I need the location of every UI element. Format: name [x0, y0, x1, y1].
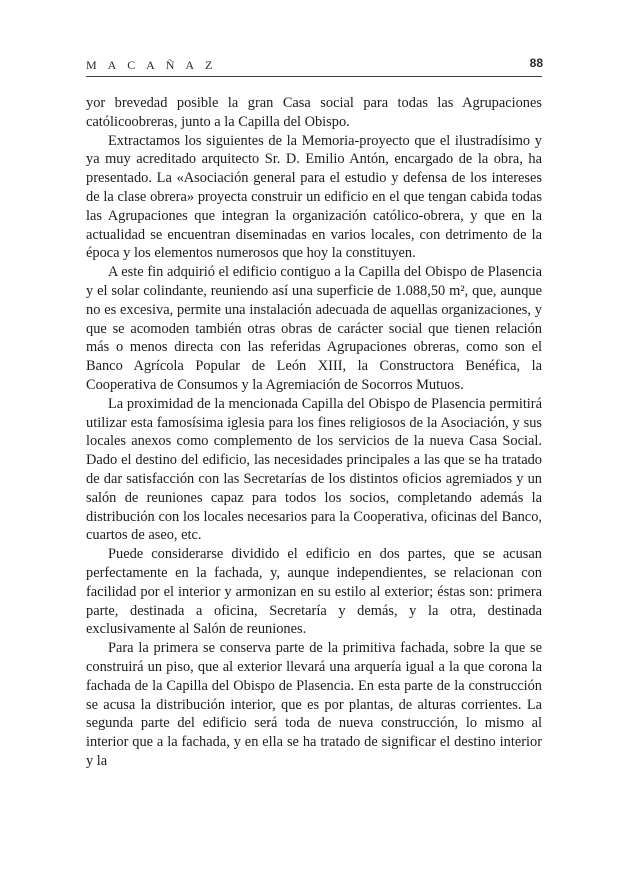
paragraph-proximidad-capilla: La proximidad de la mencionada Capilla del Obispo de Plasencia permitirá utilizar esta famosísima iglesia para los fines religiosos de la Asociación, y sus locales anexos como complemento de los servicios de la nueva Casa Social. Dado el destino del edificio, las necesidades principales a las que se ha tratado de dar satisfacción con las Secretarías de los distintos oficios agremiados y un salón de reuniones capaz para todos los socios, completando además la distribución con los locales necesarios para la Cooperativa, oficinas del Banco, cuartos de aseo, etc. [86, 395, 542, 544]
body-text [86, 94, 542, 771]
running-title: M A C A Ñ A Z [86, 58, 217, 72]
paragraph-division-edificio: Puede considerarse dividido el edificio en dos partes, que se acusan perfectamente en la fachada, y, aunque independientes, se relacionan con facilidad por el interior y armonizan en su estilo al exterior; éstas son: primera parte, destinada a oficina, Secretaría y demás, y la otra, destinada exclusivamente al Salón de reuniones. [86, 546, 542, 638]
running-head [86, 56, 542, 76]
header-rule [86, 76, 542, 77]
paragraph-memoria-proyecto: Extractamos los siguientes de la Memoria-proyecto que el ilustradísimo y ya muy acreditado arquitecto Sr. D. Emilio Antón, encargado de la obra, ha presentado. La «Asociación general para el estudio y defensa de los intereses de la clase obrera» proyecta construir un edificio en el que tengan cabida todas las Agrupaciones que integran la organización católico-obrera, y que en la actualidad se encuentran diseminadas en varios locales, con detrimento de la época y los elementos numerosos que hoy la constituyen. [86, 132, 542, 262]
paragraph-continuation: yor brevedad posible la gran Casa social para todas las Agrupaciones católicoobreras, junto a la Capilla del Obispo. [86, 95, 542, 130]
book-page [86, 56, 543, 769]
page-number: 88 [529, 56, 543, 70]
paragraph-adquisicion-edificio: A este fin adquirió el edificio contiguo a la Capilla del Obispo de Plasencia y el solar colindante, reuniendo así una superficie de 1.088,50 m², que, aunque no es excesiva, permite una instalación adecuada de aquellas organizaciones, y que se acomoden también otras obras de carácter social que tienen relación más o menos directa con las referidas Agrupaciones obreras, como son el Banco Agrícola Popular de León XIII, la Constructora Benéfica, la Cooperativa de Consumos y la Agremiación de Socorros Mutuos. [86, 264, 542, 393]
paragraph-primera-parte: Para la primera se conserva parte de la primitiva fachada, sobre la que se construirá un piso, que al exterior llevará una arquería igual a la que corona la fachada de la Capilla del Obispo de Plasencia. En esta parte de la construcción se acusa la distribución interior, que es por plantas, de alturas corrientes. La segunda parte del edificio será toda de nueva construcción, lo mismo al interior que a la fachada, y en ella se ha tratado de significar el destino interior y la [86, 640, 542, 769]
